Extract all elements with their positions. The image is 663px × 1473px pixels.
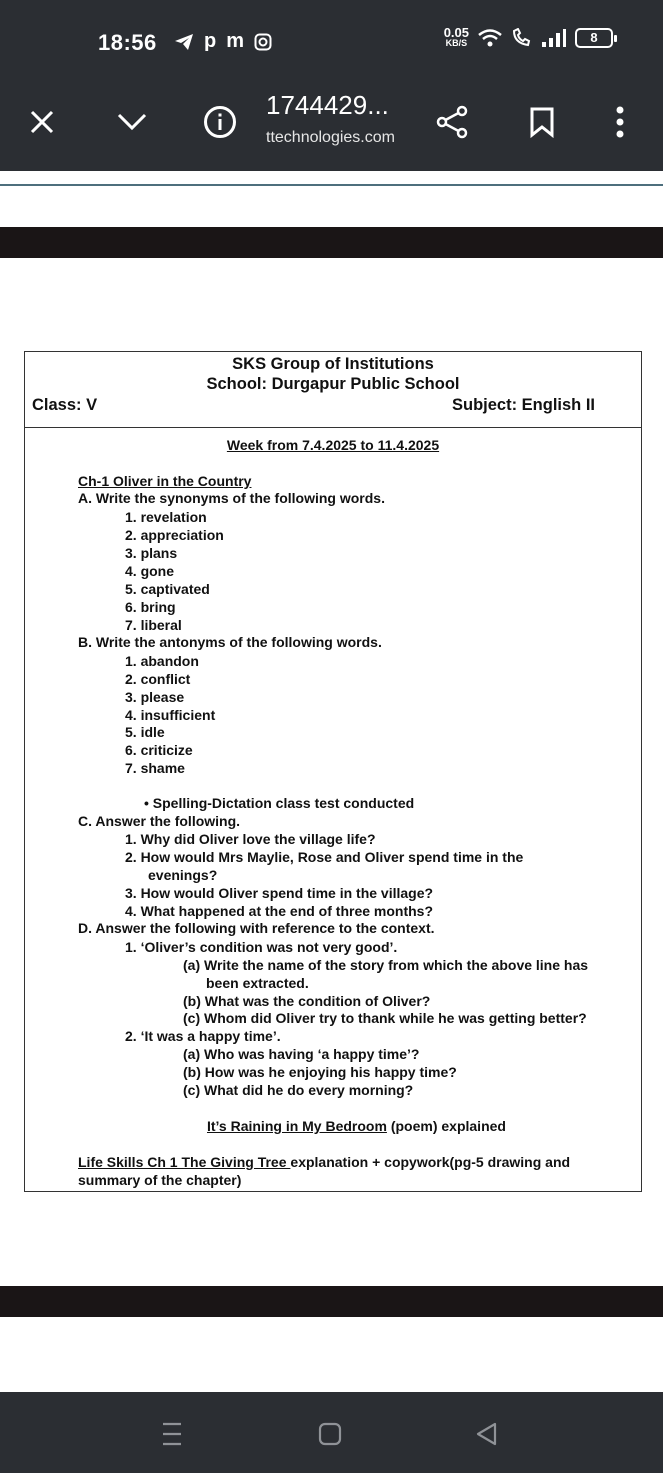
bookmark-icon <box>529 106 555 138</box>
p-notification-icon: p <box>204 30 217 52</box>
document-page <box>24 351 642 1192</box>
page-domain: ttechnologies.com <box>266 129 395 146</box>
page-info-button[interactable] <box>198 100 242 144</box>
share-button[interactable] <box>430 100 474 144</box>
wifi-icon <box>477 28 503 48</box>
list-item: (a) Who was having ‘a happy time’? <box>183 1046 420 1062</box>
more-options-button[interactable] <box>598 100 642 144</box>
section-c-heading: C. Answer the following. <box>78 813 241 829</box>
list-item: (b) What was the condition of Oliver? <box>183 993 431 1009</box>
recent-apps-button[interactable] <box>152 1414 192 1454</box>
list-item: 7. liberal <box>125 617 182 633</box>
list-item: (a) Write the name of the story from which the above line has <box>183 957 589 973</box>
close-icon <box>28 108 56 136</box>
section-b-heading: B. Write the antonyms of the following words. <box>78 634 382 650</box>
list-item: 1. ‘Oliver’s condition was not very good’. <box>125 939 398 955</box>
page-bottom-band <box>0 1286 663 1317</box>
info-icon <box>203 105 237 139</box>
share-icon <box>435 105 469 139</box>
status-time: 18:56 <box>98 30 157 55</box>
telegram-icon <box>174 33 194 51</box>
list-item: 3. How would Oliver spend time in the village? <box>125 885 434 901</box>
list-item: (c) What did he do every morning? <box>183 1082 414 1098</box>
list-item: (b) How was he enjoying his happy time? <box>183 1064 457 1080</box>
class-label: Class: V <box>32 396 98 414</box>
status-bar <box>0 0 663 76</box>
system-navigation-bar <box>0 1392 663 1473</box>
school-name: School: Durgapur Public School <box>206 375 460 393</box>
status-notification-icons <box>174 30 272 53</box>
page-title: 1744429... <box>266 90 389 120</box>
list-item: 2. How would Mrs Maylie, Rose and Oliver spend time in the <box>125 849 524 865</box>
list-item: 2. conflict <box>125 671 191 687</box>
subject-label: Subject: English II <box>451 396 595 414</box>
home-icon <box>318 1422 342 1446</box>
section-d-heading: D. Answer the following with reference to the context. <box>78 920 435 936</box>
back-button[interactable] <box>466 1414 506 1454</box>
list-item: 1. revelation <box>125 509 207 525</box>
list-item: 6. criticize <box>125 742 193 758</box>
status-right-icons <box>444 27 613 49</box>
list-item: 1. abandon <box>125 653 199 669</box>
list-item: 5. captivated <box>125 581 210 597</box>
list-item: 3. please <box>125 689 185 705</box>
list-item: evenings? <box>148 867 218 883</box>
list-item: 7. shame <box>125 760 185 776</box>
list-item: 1. Why did Oliver love the village life? <box>125 831 376 847</box>
life-skills-line-2: summary of the chapter) <box>78 1172 242 1188</box>
week-heading: Week from 7.4.2025 to 11.4.2025 <box>226 437 440 453</box>
close-button[interactable] <box>20 100 64 144</box>
life-skills-note: explanation + copywork(pg-5 drawing and <box>290 1154 571 1170</box>
list-item: 3. plans <box>125 545 178 561</box>
chevron-down-icon <box>116 111 148 133</box>
recent-apps-icon <box>161 1421 183 1447</box>
signal-icon <box>541 28 567 48</box>
list-item: 5. idle <box>125 724 165 740</box>
list-item: 2. appreciation <box>125 527 224 543</box>
back-icon <box>475 1422 497 1446</box>
browser-toolbar <box>0 76 663 171</box>
life-skills-line <box>78 1154 570 1170</box>
home-button[interactable] <box>310 1414 350 1454</box>
list-item: 2. ‘It was a happy time’. <box>125 1028 281 1044</box>
call-icon <box>511 28 533 48</box>
list-item: 4. gone <box>125 563 175 579</box>
poem-title: It’s Raining in My Bedroom <box>207 1118 387 1134</box>
list-item: 6. bring <box>125 599 176 615</box>
section-a-heading: A. Write the synonyms of the following words. <box>78 490 385 506</box>
spelling-test-note: • Spelling-Dictation class test conducted <box>144 795 415 811</box>
document-header <box>25 352 641 428</box>
battery-icon: 8 <box>575 28 613 48</box>
collapse-button[interactable] <box>110 100 154 144</box>
list-item: 4. insufficient <box>125 707 216 723</box>
network-speed: 0.05 KB/S <box>443 25 469 48</box>
poem-line <box>207 1118 506 1134</box>
list-item: 4. What happened at the end of three months? <box>125 903 434 919</box>
group-name: SKS Group of Institutions <box>232 355 434 373</box>
list-item: been extracted. <box>206 975 309 991</box>
page-top-band <box>0 227 663 258</box>
m-notification-icon: m <box>226 30 245 52</box>
bookmark-button[interactable] <box>520 100 564 144</box>
list-item: (c) Whom did Oliver try to thank while he was getting better? <box>183 1010 587 1026</box>
chapter-title: Ch-1 Oliver in the Country <box>78 473 252 489</box>
poem-note: (poem) explained <box>386 1118 506 1134</box>
life-skills-title: Life Skills Ch 1 The Giving Tree <box>78 1154 291 1170</box>
more-vertical-icon <box>615 105 625 139</box>
divider-line <box>0 184 663 186</box>
instagram-icon <box>254 33 272 51</box>
